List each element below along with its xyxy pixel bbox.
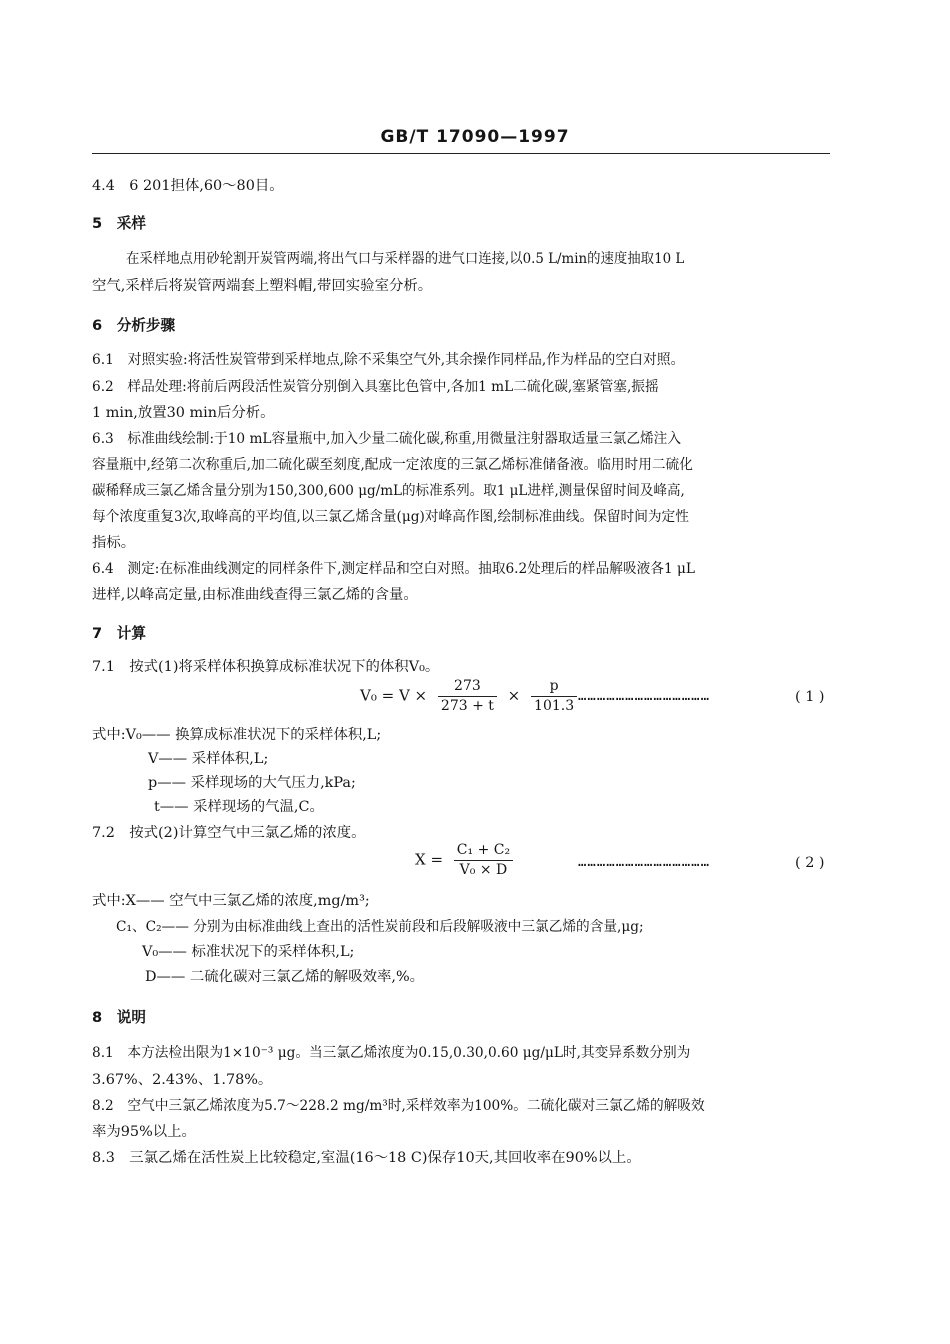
clause-6-4-line-2: 进样,以峰高定量,由标准曲线查得三氯乙烯的含量。	[92, 587, 418, 603]
definition-p: p—— 采样现场的大气压力,kPa;	[148, 775, 356, 791]
definition-c1-c2: C₁、C₂—— 分别为由标准曲线上查出的活性炭前段和后段解吸液中三氯乙烯的含量,μg;	[116, 919, 644, 935]
section-5-line-2: 空气,采样后将炭管两端套上塑料帽,带回实验室分析。	[92, 278, 433, 294]
formula-1-frac2-numerator: p	[549, 678, 559, 694]
definition-v: V—— 采样体积,L;	[148, 751, 269, 767]
definition-d: D—— 二硫化碳对三氯乙烯的解吸效率,%。	[145, 969, 425, 985]
formula-1-dot-leader: ……………………………………	[578, 688, 711, 704]
clause-8-2-line-1: 8.2 空气中三氯乙烯浓度为5.7～228.2 mg/m³时,采样效率为100%。二硫化碳对三氯乙烯的解吸效	[92, 1098, 705, 1114]
clause-8-3: 8.3 三氯乙烯在活性炭上比较稳定,室温(16～18 C)保存10天,其回收率在90%以上。	[92, 1150, 641, 1166]
section-5-title: 5 采样	[92, 215, 146, 232]
definition-v0-standard: V₀—— 标准状况下的采样体积,L;	[142, 944, 355, 960]
definition-v0: 式中:V₀—— 换算成标准状况下的采样体积,L;	[92, 727, 382, 743]
clause-8-1-line-1: 8.1 本方法检出限为1×10⁻³ μg。当三氯乙烯浓度为0.15,0.30,0.60 μg/μL时,其变异系数分别为	[92, 1045, 691, 1061]
formula-2-dot-leader: ……………………………………	[578, 854, 711, 870]
clause-7-2: 7.2 按式(2)计算空气中三氯乙烯的浓度。	[92, 825, 366, 841]
clause-8-2-line-2: 率为95%以上。	[92, 1124, 196, 1140]
formula-1-frac2-denominator: 101.3	[531, 696, 577, 715]
formula-1-frac1-numerator: 273	[454, 678, 481, 694]
clause-6-3-line-2: 容量瓶中,经第二次称重后,加二硫化碳至刻度,配成一定浓度的三氯乙烯标准储备液。临用时用二硫化	[92, 457, 693, 473]
section-8-title: 8 说明	[92, 1009, 146, 1026]
formula-1-number: ( 1 )	[795, 689, 825, 705]
formula-2-fraction	[454, 842, 513, 879]
clause-4-4: 4.4 6 201担体,60～80目。	[92, 178, 284, 194]
formula-2-number: ( 2 )	[795, 855, 825, 871]
clause-6-3-line-3: 碳稀释成三氯乙烯含量分别为150,300,600 μg/mL的标准系列。取1 μL进样,测量保留时间及峰高,	[92, 483, 685, 499]
formula-1-lhs: V₀ = V ×	[360, 686, 428, 705]
clause-6-2-line-2: 1 min,放置30 min后分析。	[92, 405, 275, 421]
section-5-line-1: 在采样地点用砂轮割开炭管两端,将出气口与采样器的进气口连接,以0.5 L/min的速度抽取10 L	[126, 251, 685, 267]
clause-6-3-line-4: 每个浓度重复3次,取峰高的平均值,以三氯乙烯含量(μg)对峰高作图,绘制标准曲线。保留时间为定性	[92, 509, 689, 525]
formula-1	[360, 678, 583, 715]
clause-6-1: 6.1 对照实验:将活性炭管带到采样地点,除不采集空气外,其余操作同样品,作为样品的空白对照。	[92, 352, 685, 368]
formula-1-fraction-2	[531, 678, 577, 715]
section-7-title: 7 计算	[92, 625, 146, 642]
clause-6-2-line-1: 6.2 样品处理:将前后两段活性炭管分别倒入具塞比色管中,各加1 mL二硫化碳,塞紧管塞,振摇	[92, 379, 659, 395]
formula-2-denominator: V₀ × D	[454, 860, 513, 879]
header-rule	[92, 153, 830, 154]
clause-7-1: 7.1 按式(1)将采样体积换算成标准状况下的体积V₀。	[92, 659, 440, 675]
definition-t: t—— 采样现场的气温,C。	[154, 799, 324, 815]
formula-1-times: ×	[507, 686, 521, 705]
clause-8-1-line-2: 3.67%、2.43%、1.78%。	[92, 1072, 273, 1088]
standard-code: GB/T 17090—1997	[380, 127, 570, 147]
formula-2-numerator: C₁ + C₂	[456, 842, 511, 858]
formula-2	[415, 842, 519, 879]
section-6-title: 6 分析步骤	[92, 317, 176, 334]
clause-6-3-line-1: 6.3 标准曲线绘制:于10 mL容量瓶中,加入少量二硫化碳,称重,用微量注射器取适量三氯乙烯注入	[92, 431, 682, 447]
formula-2-lhs: X =	[415, 850, 444, 869]
formula-1-fraction-1	[438, 678, 497, 715]
formula-1-frac1-denominator: 273 + t	[438, 696, 497, 715]
clause-6-3-line-5: 指标。	[92, 535, 136, 551]
definition-x: 式中:X—— 空气中三氯乙烯的浓度,mg/m³;	[92, 893, 370, 909]
clause-6-4-line-1: 6.4 测定:在标准曲线测定的同样条件下,测定样品和空白对照。抽取6.2处理后的样品解吸液各1 μL	[92, 561, 695, 577]
